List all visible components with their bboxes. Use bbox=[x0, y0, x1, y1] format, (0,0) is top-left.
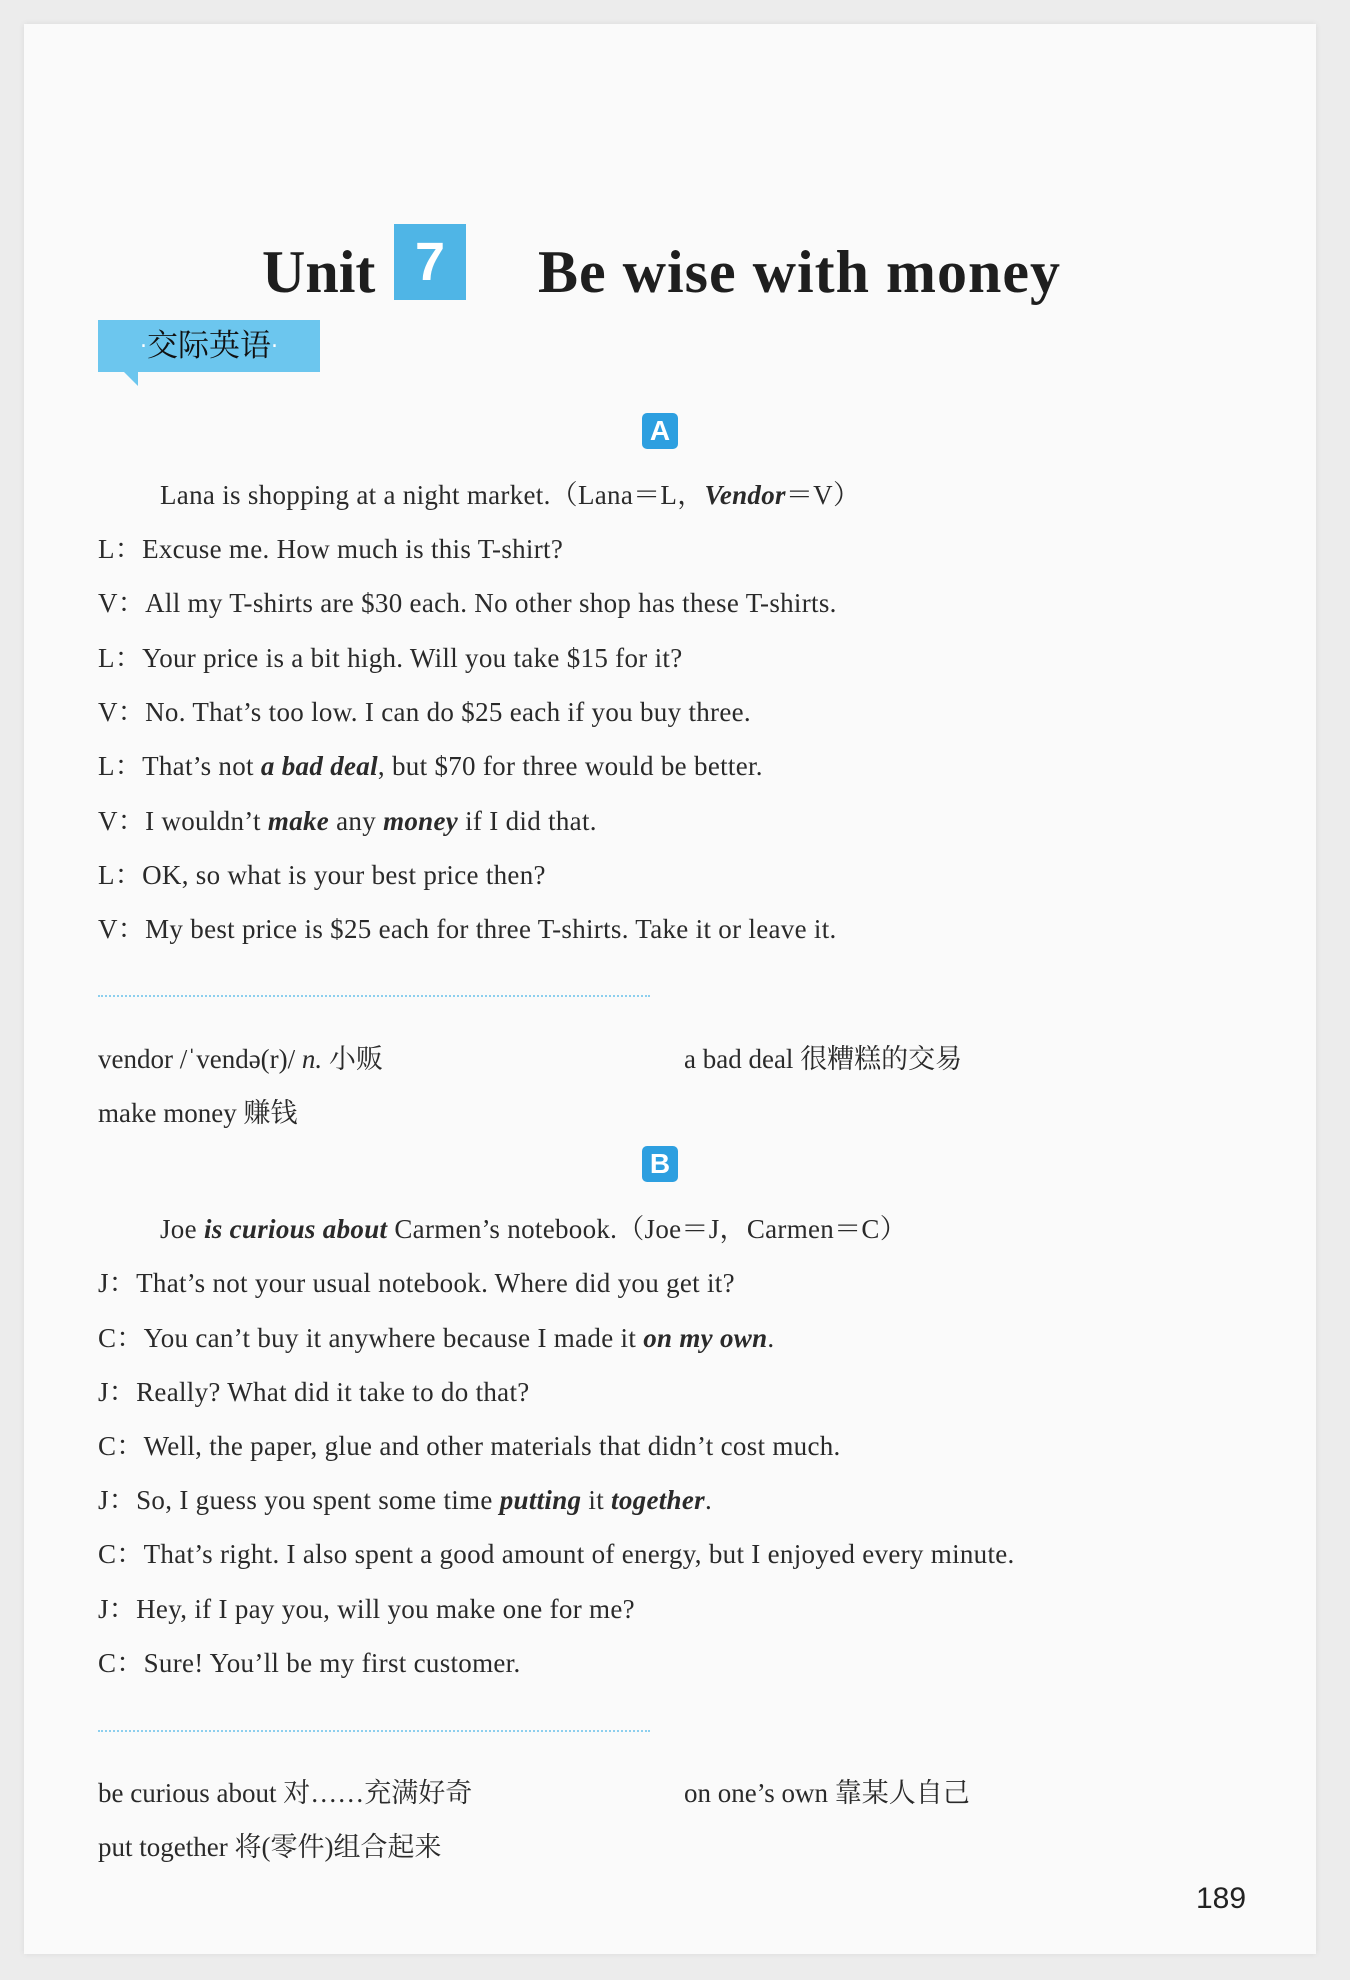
key-phrase: together bbox=[611, 1485, 705, 1515]
intro-emphasis: Vendor bbox=[704, 480, 786, 510]
dialogue-line bbox=[98, 1424, 841, 1463]
dialogue-b-badge: B bbox=[642, 1146, 678, 1182]
intro-text: Carmen’s notebook.（Joe＝J，Carmen＝C） bbox=[387, 1214, 908, 1244]
dotted-divider bbox=[98, 995, 650, 997]
vocab-item bbox=[98, 1091, 297, 1130]
speaker-label: L： bbox=[98, 534, 143, 564]
speaker-label: J： bbox=[98, 1485, 137, 1515]
dialogue-line bbox=[98, 1641, 521, 1680]
speaker-label: V： bbox=[98, 697, 146, 727]
line-text: if I did that. bbox=[458, 806, 597, 836]
line-text: . bbox=[767, 1323, 775, 1353]
vocab-item bbox=[98, 1825, 441, 1864]
line-text: That’s not bbox=[142, 751, 261, 781]
line-text: That’s not your usual notebook. Where did you get it? bbox=[136, 1268, 735, 1298]
line-text: Really? What did it take to do that? bbox=[136, 1377, 530, 1407]
dot-icon: · bbox=[271, 334, 278, 360]
intro-text: Lana is shopping at a night market.（Lana＝L， bbox=[160, 480, 705, 510]
dialogue-line bbox=[98, 1478, 712, 1517]
line-text: Well, the paper, glue and other materials that didn’t cost much. bbox=[143, 1431, 841, 1461]
speaker-label: L： bbox=[98, 751, 143, 781]
vocab-meaning: 对……充满好奇 bbox=[276, 1778, 473, 1808]
section-tag bbox=[98, 320, 320, 372]
vocab-meaning: 赚钱 bbox=[236, 1098, 298, 1128]
dot-icon: · bbox=[140, 334, 147, 360]
line-text: Excuse me. How much is this T-shirt? bbox=[142, 534, 564, 564]
dialogue-line bbox=[98, 799, 597, 838]
line-text: OK, so what is your best price then? bbox=[142, 860, 546, 890]
line-text: That’s right. I also spent a good amount of energy, but I enjoyed every minute. bbox=[143, 1539, 1015, 1569]
dialogue-line bbox=[98, 1370, 530, 1409]
line-text: Your price is a bit high. Will you take $15 for it? bbox=[142, 643, 683, 673]
line-text: , but $70 for three would be better. bbox=[377, 751, 763, 781]
vocab-term: be curious about bbox=[98, 1778, 277, 1808]
vocab-term: make money bbox=[98, 1098, 237, 1128]
dialogue-line bbox=[98, 1316, 774, 1355]
dialogue-line bbox=[98, 636, 683, 675]
unit-label: Unit bbox=[262, 239, 376, 305]
dialogue-line bbox=[98, 853, 546, 892]
vocab-term: on one’s own bbox=[684, 1778, 828, 1808]
unit-number-badge: 7 bbox=[394, 224, 466, 300]
dialogue-line bbox=[98, 1532, 1015, 1571]
speaker-label: C： bbox=[98, 1323, 144, 1353]
speaker-label: J： bbox=[98, 1594, 137, 1624]
vocab-meaning: 小贩 bbox=[322, 1044, 383, 1074]
dotted-divider bbox=[98, 1730, 650, 1732]
key-phrase: money bbox=[383, 806, 459, 836]
dialogue-line bbox=[98, 527, 563, 566]
speaker-label: L： bbox=[98, 643, 143, 673]
key-phrase: on my own bbox=[643, 1323, 768, 1353]
dialogue-line bbox=[98, 581, 837, 620]
page-number: 189 bbox=[1196, 1882, 1247, 1915]
speaker-label: V： bbox=[98, 588, 146, 618]
unit-title-text: Be wise with money bbox=[538, 239, 1061, 305]
dialogue-line bbox=[98, 690, 751, 729]
vocab-term: a bad deal bbox=[684, 1044, 794, 1074]
dialogue-line bbox=[98, 907, 837, 946]
dialogue-line bbox=[98, 744, 763, 783]
vocab-meaning: 将(零件)组合起来 bbox=[227, 1832, 442, 1862]
vocab-term: vendor /ˈvendə(r)/ bbox=[98, 1044, 302, 1074]
line-text: . bbox=[704, 1485, 713, 1515]
vocab-item bbox=[98, 1771, 472, 1810]
line-text: Sure! You’ll be my first customer. bbox=[143, 1648, 521, 1678]
speaker-label: L： bbox=[98, 860, 143, 890]
intro-text: Joe bbox=[160, 1214, 204, 1244]
speaker-label: V： bbox=[98, 806, 146, 836]
line-text: I wouldn’t bbox=[145, 806, 268, 836]
dialogue-a-badge: A bbox=[642, 413, 678, 449]
section-tag-label: 交际英语 bbox=[147, 328, 271, 364]
key-phrase: putting bbox=[499, 1485, 582, 1515]
dialogue-b-intro bbox=[160, 1207, 907, 1246]
line-text: Hey, if I pay you, will you make one for me? bbox=[136, 1594, 635, 1624]
vocab-item bbox=[684, 1771, 970, 1810]
key-phrase: make bbox=[267, 806, 330, 836]
vocab-term: put together bbox=[98, 1832, 228, 1862]
speaker-label: J： bbox=[98, 1377, 137, 1407]
vocab-item bbox=[684, 1037, 962, 1076]
vocab-meaning: 很糟糕的交易 bbox=[793, 1044, 963, 1074]
line-text: My best price is $25 each for three T-shirts. Take it or leave it. bbox=[145, 914, 837, 944]
line-text: So, I guess you spent some time bbox=[136, 1485, 500, 1515]
intro-emphasis: is curious about bbox=[203, 1214, 388, 1244]
line-text: All my T-shirts are $30 each. No other shop has these T-shirts. bbox=[145, 588, 837, 618]
dialogue-line bbox=[98, 1261, 735, 1300]
vocab-item bbox=[98, 1037, 383, 1076]
line-text: any bbox=[329, 806, 384, 836]
speaker-label: J： bbox=[98, 1268, 137, 1298]
speaker-label: C： bbox=[98, 1431, 144, 1461]
speaker-label: C： bbox=[98, 1648, 144, 1678]
line-text: it bbox=[581, 1485, 612, 1515]
vocab-meaning: 靠某人自己 bbox=[828, 1778, 970, 1808]
key-phrase: a bad deal bbox=[260, 751, 378, 781]
intro-text: ＝V） bbox=[785, 480, 861, 510]
textbook-page bbox=[24, 24, 1316, 1954]
speaker-label: V： bbox=[98, 914, 146, 944]
vocab-pos: n. bbox=[301, 1044, 323, 1074]
dialogue-line bbox=[98, 1587, 635, 1626]
speaker-label: C： bbox=[98, 1539, 144, 1569]
dialogue-a-intro bbox=[160, 473, 860, 512]
line-text: No. That’s too low. I can do $25 each if you buy three. bbox=[145, 697, 751, 727]
line-text: You can’t buy it anywhere because I made it bbox=[143, 1323, 644, 1353]
